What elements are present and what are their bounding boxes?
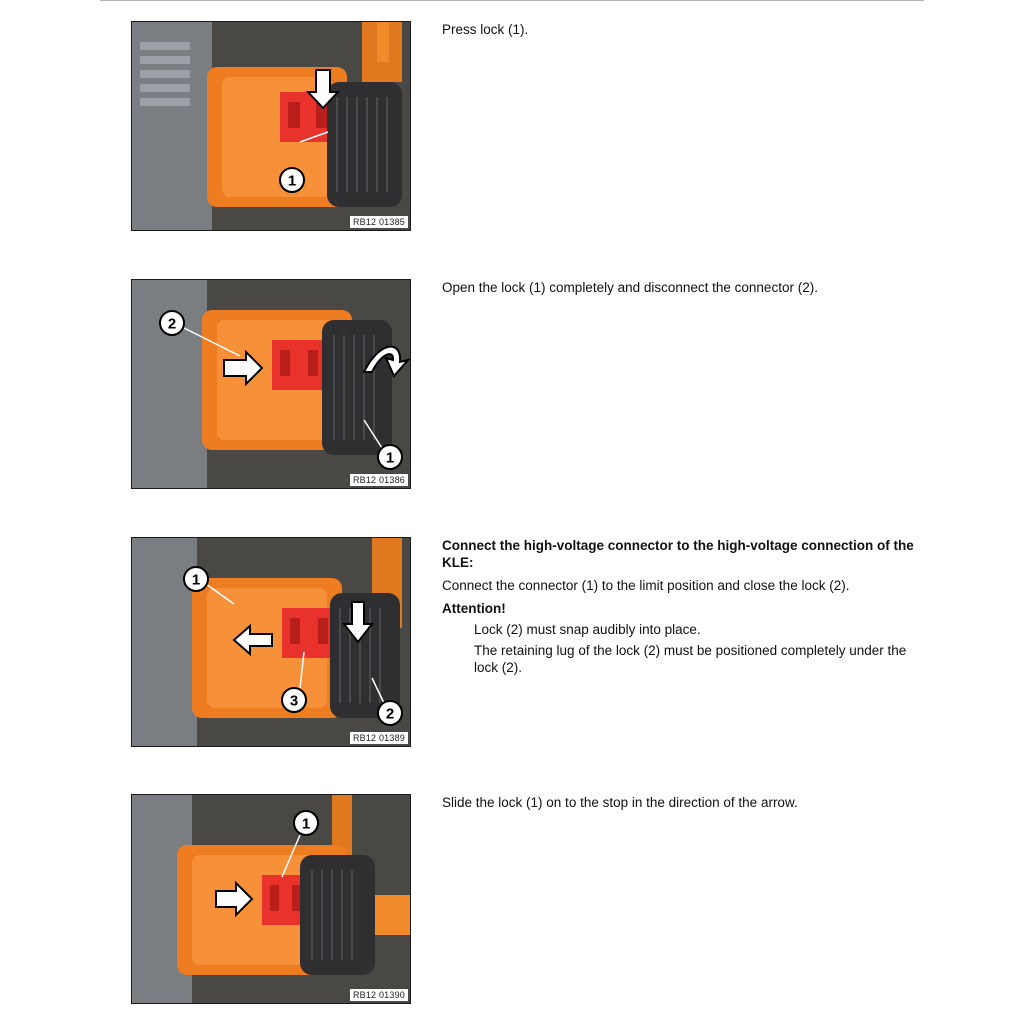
callout-2-label: 2	[385, 705, 395, 723]
step-1	[131, 21, 931, 233]
photo-id-label: RB12 01390	[350, 989, 408, 1001]
top-divider	[100, 0, 924, 1]
step-1-text	[442, 21, 922, 38]
instruction-text: Press lock (1).	[442, 22, 529, 37]
instruction-text: Connect the connector (1) to the limit position and close the lock (2).	[442, 578, 850, 593]
step-4-text	[442, 794, 922, 811]
callout-1-label: 1	[191, 571, 201, 589]
connector-photo-illustration	[132, 22, 410, 230]
step-2-text	[442, 279, 922, 296]
attention-note: The retaining lug of the lock (2) must be positioned completely under the lock (2).	[474, 643, 907, 675]
photo-id-label: RB12 01386	[350, 474, 408, 486]
callout-3-label: 3	[289, 692, 299, 710]
attention-label: Attention!	[442, 601, 506, 616]
callout-1-label: 1	[385, 449, 395, 467]
section-heading: Connect the high-voltage connector to the high-voltage connection of the KLE:	[442, 538, 914, 570]
attention-note: Lock (2) must snap audibly into place.	[474, 622, 701, 637]
photo-id-label: RB12 01385	[350, 216, 408, 228]
connector-photo-illustration	[132, 538, 410, 746]
callout-2-label: 2	[167, 315, 177, 333]
step-3	[131, 537, 931, 749]
step-3-photo	[131, 537, 411, 747]
callout-1-label: 1	[301, 815, 311, 833]
instruction-text: Slide the lock (1) on to the stop in the direction of the arrow.	[442, 795, 798, 810]
step-4	[131, 794, 931, 1006]
step-2	[131, 279, 931, 491]
step-4-photo	[131, 794, 411, 1004]
connector-photo-illustration	[132, 280, 410, 488]
instruction-text: Open the lock (1) completely and disconnect the connector (2).	[442, 280, 818, 295]
step-1-photo	[131, 21, 411, 231]
photo-id-label: RB12 01389	[350, 732, 408, 744]
step-2-photo	[131, 279, 411, 489]
step-3-text	[442, 537, 922, 676]
callout-1-label: 1	[287, 172, 297, 190]
connector-photo-illustration	[132, 795, 410, 1003]
